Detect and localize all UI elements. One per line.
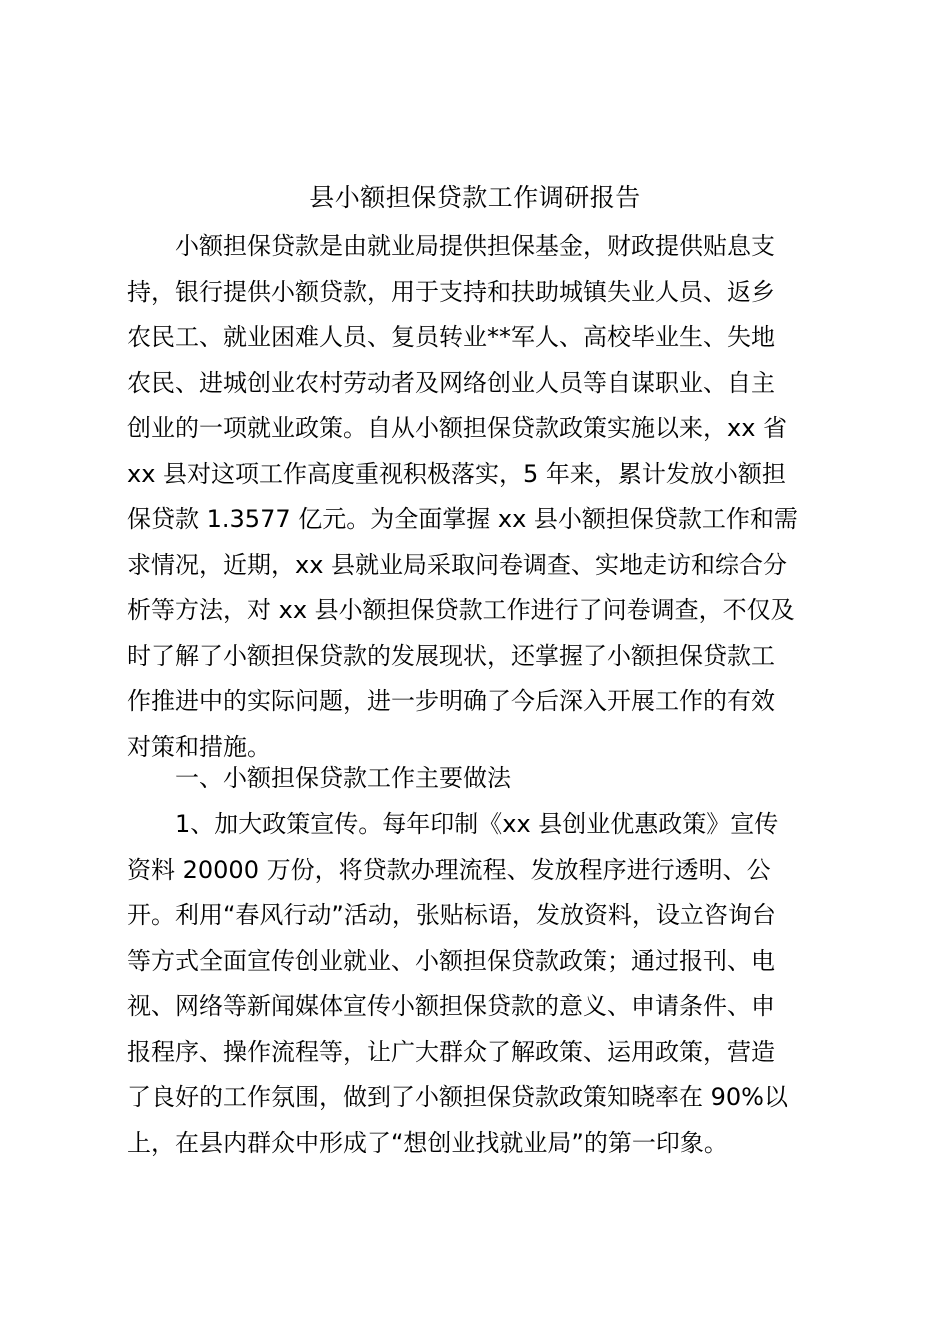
policy-paragraph xyxy=(127,802,833,1166)
text-line: 报程序、操作流程等，让广大群众了解政策、运用政策，营造 xyxy=(127,1037,775,1066)
text-line: 开。利用“春风行动”活动，张贴标语，发放资料，设立咨询台 xyxy=(127,901,776,929)
text-line: xx 县对这项工作高度重视积极落实，5 年来，累计发放小额担 xyxy=(127,459,786,488)
text-line: 上，在县内群众中形成了“想创业找就业局”的第一印象。 xyxy=(127,1128,728,1157)
text-line: 农民、进城创业农村劳动者及网络创业人员等自谋职业、自主 xyxy=(127,368,775,397)
text-line: 时了解了小额担保贷款的发展现状，还掌握了小额担保贷款工 xyxy=(127,641,775,670)
text-line: 创业的一项就业政策。自从小额担保贷款政策实施以来，xx 省 xyxy=(127,414,788,442)
text-line: 持，银行提供小额贷款，用于支持和扶助城镇失业人员、返乡 xyxy=(127,277,775,306)
text-line: 等方式全面宣传创业就业、小额担保贷款政策；通过报刊、电 xyxy=(127,946,775,975)
text-line: 求情况，近期，xx 县就业局采取问卷调查、实地走访和综合分 xyxy=(127,550,788,579)
text-line: 资料 20000 万份，将贷款办理流程、发放程序进行透明、公 xyxy=(127,855,771,884)
text-line: 对策和措施。 xyxy=(127,732,271,761)
text-line: 保贷款 1.3577 亿元。为全面掌握 xx 县小额担保贷款工作和需 xyxy=(127,505,798,533)
text-line: 1、加大政策宣传。每年印制《xx 县创业优惠政策》宣传 xyxy=(175,810,779,838)
text-line: 视、网络等新闻媒体宣传小额担保贷款的意义、申请条件、申 xyxy=(127,992,775,1020)
text-line: 了良好的工作氛围，做到了小额担保贷款政策知晓率在 90%以 xyxy=(127,1083,788,1111)
document-title: 县小额担保贷款工作调研报告 xyxy=(309,183,641,212)
text-line: 析等方法，对 xx 县小额担保贷款工作进行了问卷调查，不仅及 xyxy=(127,596,795,624)
intro-paragraph xyxy=(127,224,833,770)
text-line: 小额担保贷款是由就业局提供担保基金，财政提供贴息支 xyxy=(175,232,775,260)
heading-line: 一、小额担保贷款工作主要做法 xyxy=(175,764,511,792)
section-heading xyxy=(127,756,833,802)
text-line: 作推进中的实际问题，进一步明确了今后深入开展工作的有效 xyxy=(127,687,775,715)
text-line: 农民工、就业困难人员、复员转业**军人、高校毕业生、失地 xyxy=(127,323,775,351)
